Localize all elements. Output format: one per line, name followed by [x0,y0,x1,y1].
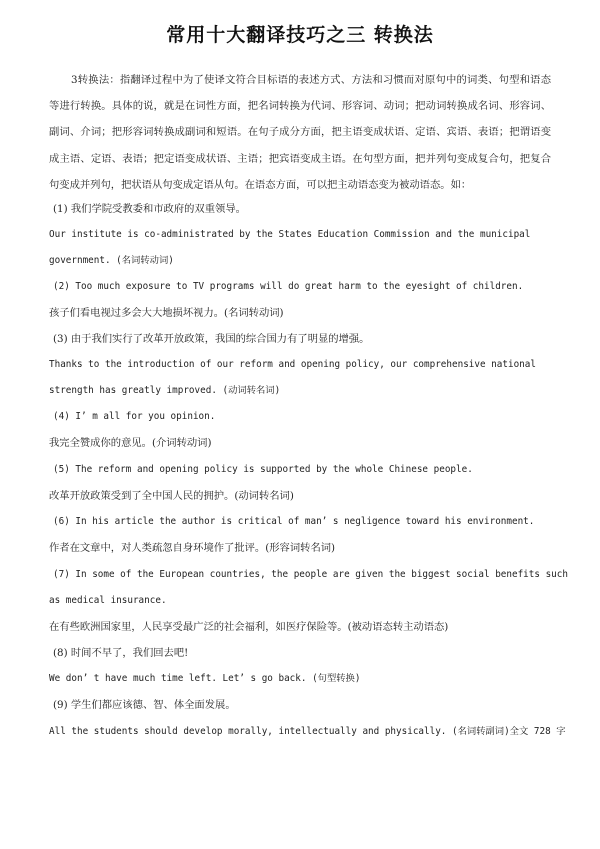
example-9-marker-line [49,698,558,712]
example-text: 在有些欧洲国家里，人民享受最广泛的社会福利，如医疗保险等。(被动语态转主动语态) [49,621,449,633]
example-3-marker-line [49,332,558,346]
page-title: 常用十大翻译技巧之三 转换法 [166,24,434,46]
example-text: 孩子们看电视过多会大大地损坏视力。(名词转动词) [49,307,284,319]
example-text: In his article the author is critical of man’ s negligence toward his environment. [75,516,535,527]
example-text: We don’ t have much time left. Let’ s go back. (句型转换) [49,673,361,684]
example-4-marker-line [49,410,558,424]
example-6-marker-line [49,515,558,529]
example-marker: (4) [53,411,70,422]
example-text: Our institute is co-administrated by the States Education Commission and the municipal [49,229,531,240]
example-text: 学生们都应该德、智、体全面发展。 [70,699,236,711]
example-text: In some of the European countries, the people are given the biggest social benefits such [75,569,568,580]
example-text: All the students should develop morally, intellectually and physically. (名词转副词)全文 728 字 [49,726,566,737]
example-marker: (9) [53,699,68,711]
example-marker: (1) [53,203,68,215]
example-text: government. (名词转动词) [49,255,174,266]
example-text: The reform and opening policy is supported by the whole Chinese people. [75,464,473,475]
example-text: 作者在文章中，对人类疏忽自身环境作了批评。(形容词转名词) [49,542,336,554]
example-text: 由于我们实行了改革开放政策，我国的综合国力有了明显的增强。 [70,333,370,345]
example-marker: (6) [53,516,70,527]
example-text: 我完全赞成你的意见。(介词转动词) [49,437,212,449]
example-5-marker-line [49,463,558,477]
example-text: Too much exposure to TV programs will do great harm to the eyesight of children. [75,281,524,292]
example-text: 改革开放政策受到了全中国人民的拥护。(动词转名词) [49,490,294,502]
example-marker: (2) [53,281,70,292]
example-text: I’ m all for you opinion. [75,411,216,422]
example-marker: (7) [53,569,70,580]
example-8-marker-line [49,646,558,660]
intro-paragraph: 3转换法：指翻译过程中为了使译文符合目标语的表述方式、方法和习惯而对原句中的词类、句型和语态等进行转换。具体的说，就是在词性方面，把名词转换为代词、形容词、动词；把动词转换成名词、形容词、副词、介词；把形容词转换成副词和短语。在句子成分方面，把主语变成状语、定语、宾语、表语；把谓语变成主语、定语、表语；把定语变成状语、主语；把宾语变成主语。在句型方面，把并列句变成复合句，把复合句变成并列句，把状语从句变成定语从句。在语态方面，可以把主动语态变为被动语态。如： [49,74,551,191]
example-2-marker-line [49,280,558,294]
example-text: as medical insurance. [49,595,167,606]
example-7-marker-line [49,568,568,582]
example-text: 时间不早了，我们回去吧! [70,647,189,659]
example-text: Thanks to the introduction of our reform and opening policy, our comprehensive national [49,359,536,370]
example-marker: (8) [53,647,68,659]
example-1-marker-line [49,202,558,216]
example-marker: (3) [53,333,68,345]
example-text: 我们学院受教委和市政府的双重领导。 [70,203,246,215]
example-text: strength has greatly improved. (动词转名词) [49,385,281,396]
example-marker: (5) [53,464,70,475]
